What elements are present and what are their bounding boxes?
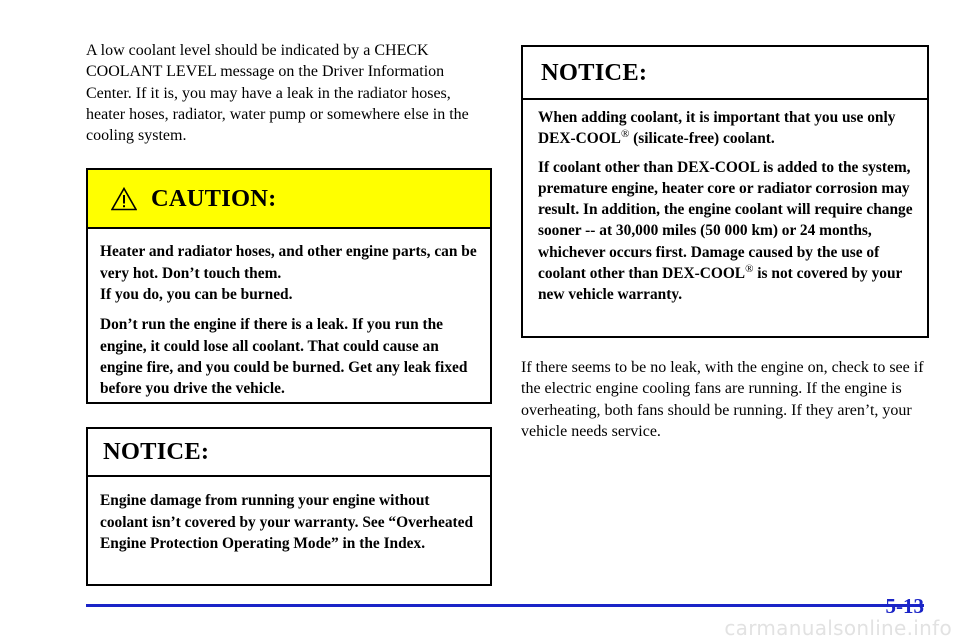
notice-text-1a: When adding coolant, it is important that you use only DEX-COOL [538,109,896,148]
warning-triangle-icon [111,187,137,211]
caution-title: CAUTION: [151,184,277,212]
notice-title: NOTICE: [541,58,648,86]
caution-paragraph-1 [100,241,480,305]
caution-body [88,229,490,399]
cooling-fans-paragraph: If there seems to be no leak, with the engine on, check to see if the electric engine cooling fans are running. If the engine is overheating, both fans should be running. If they aren’t, your vehicle needs service. [521,359,924,440]
page-number: 5-13 [885,594,924,618]
intro-paragraph: A low coolant level should be indicated by a CHECK COOLANT LEVEL message on the Driver Information Center. If it is, you may have a leak in the radiator hoses, heater hoses, radiator, water pump or somewhere else in the cooling system. [86,42,469,145]
notice-text-1b: (silicate-free) coolant. [629,130,775,148]
notice-paragraph-1 [538,107,917,150]
notice-body [523,100,927,306]
registered-mark: ® [620,128,630,141]
notice-text-2a: If coolant other than DEX-COOL is added to the system, premature engine, heater core or radiator corrosion may result. In addition, the engine coolant will require change sooner -- at 30,000 miles (50 000 km) or 24 months, whichever occurs first. Damage caused by the use of coolant other than DEX-COOL [538,158,913,283]
notice-paragraph-2 [538,157,917,306]
caution-paragraph-2: Don’t run the engine if there is a leak. If you run the engine, it could lose all coolant. That could cause an engine fire, and you could be burned. Get any leak fixed before you drive the vehicle. [100,316,468,398]
caution-header [88,170,490,229]
coolant-notice-box [521,45,929,338]
notice-title: NOTICE: [103,438,210,466]
notice-text-2b: is not covered by your new vehicle warranty. [538,265,903,304]
notice-paragraph: Engine damage from running your engine without coolant isn’t covered by your warranty. See “Overheated Engine Protection Operating Mode” in the Index. [100,492,474,553]
left-column [86,40,492,586]
watermark: carmanualsonline.info [724,616,952,640]
caution-text-1a: Heater and radiator hoses, and other engine parts, can be very hot. Don’t touch them. [100,243,477,282]
notice-header [523,47,927,100]
caution-text-1b: If you do, you can be burned. [100,286,293,304]
notice-body [88,477,490,554]
notice-header [88,429,490,477]
engine-damage-notice-box [86,427,492,586]
registered-mark: ® [745,262,754,275]
caution-box [86,168,492,404]
footer-rule [86,604,924,607]
